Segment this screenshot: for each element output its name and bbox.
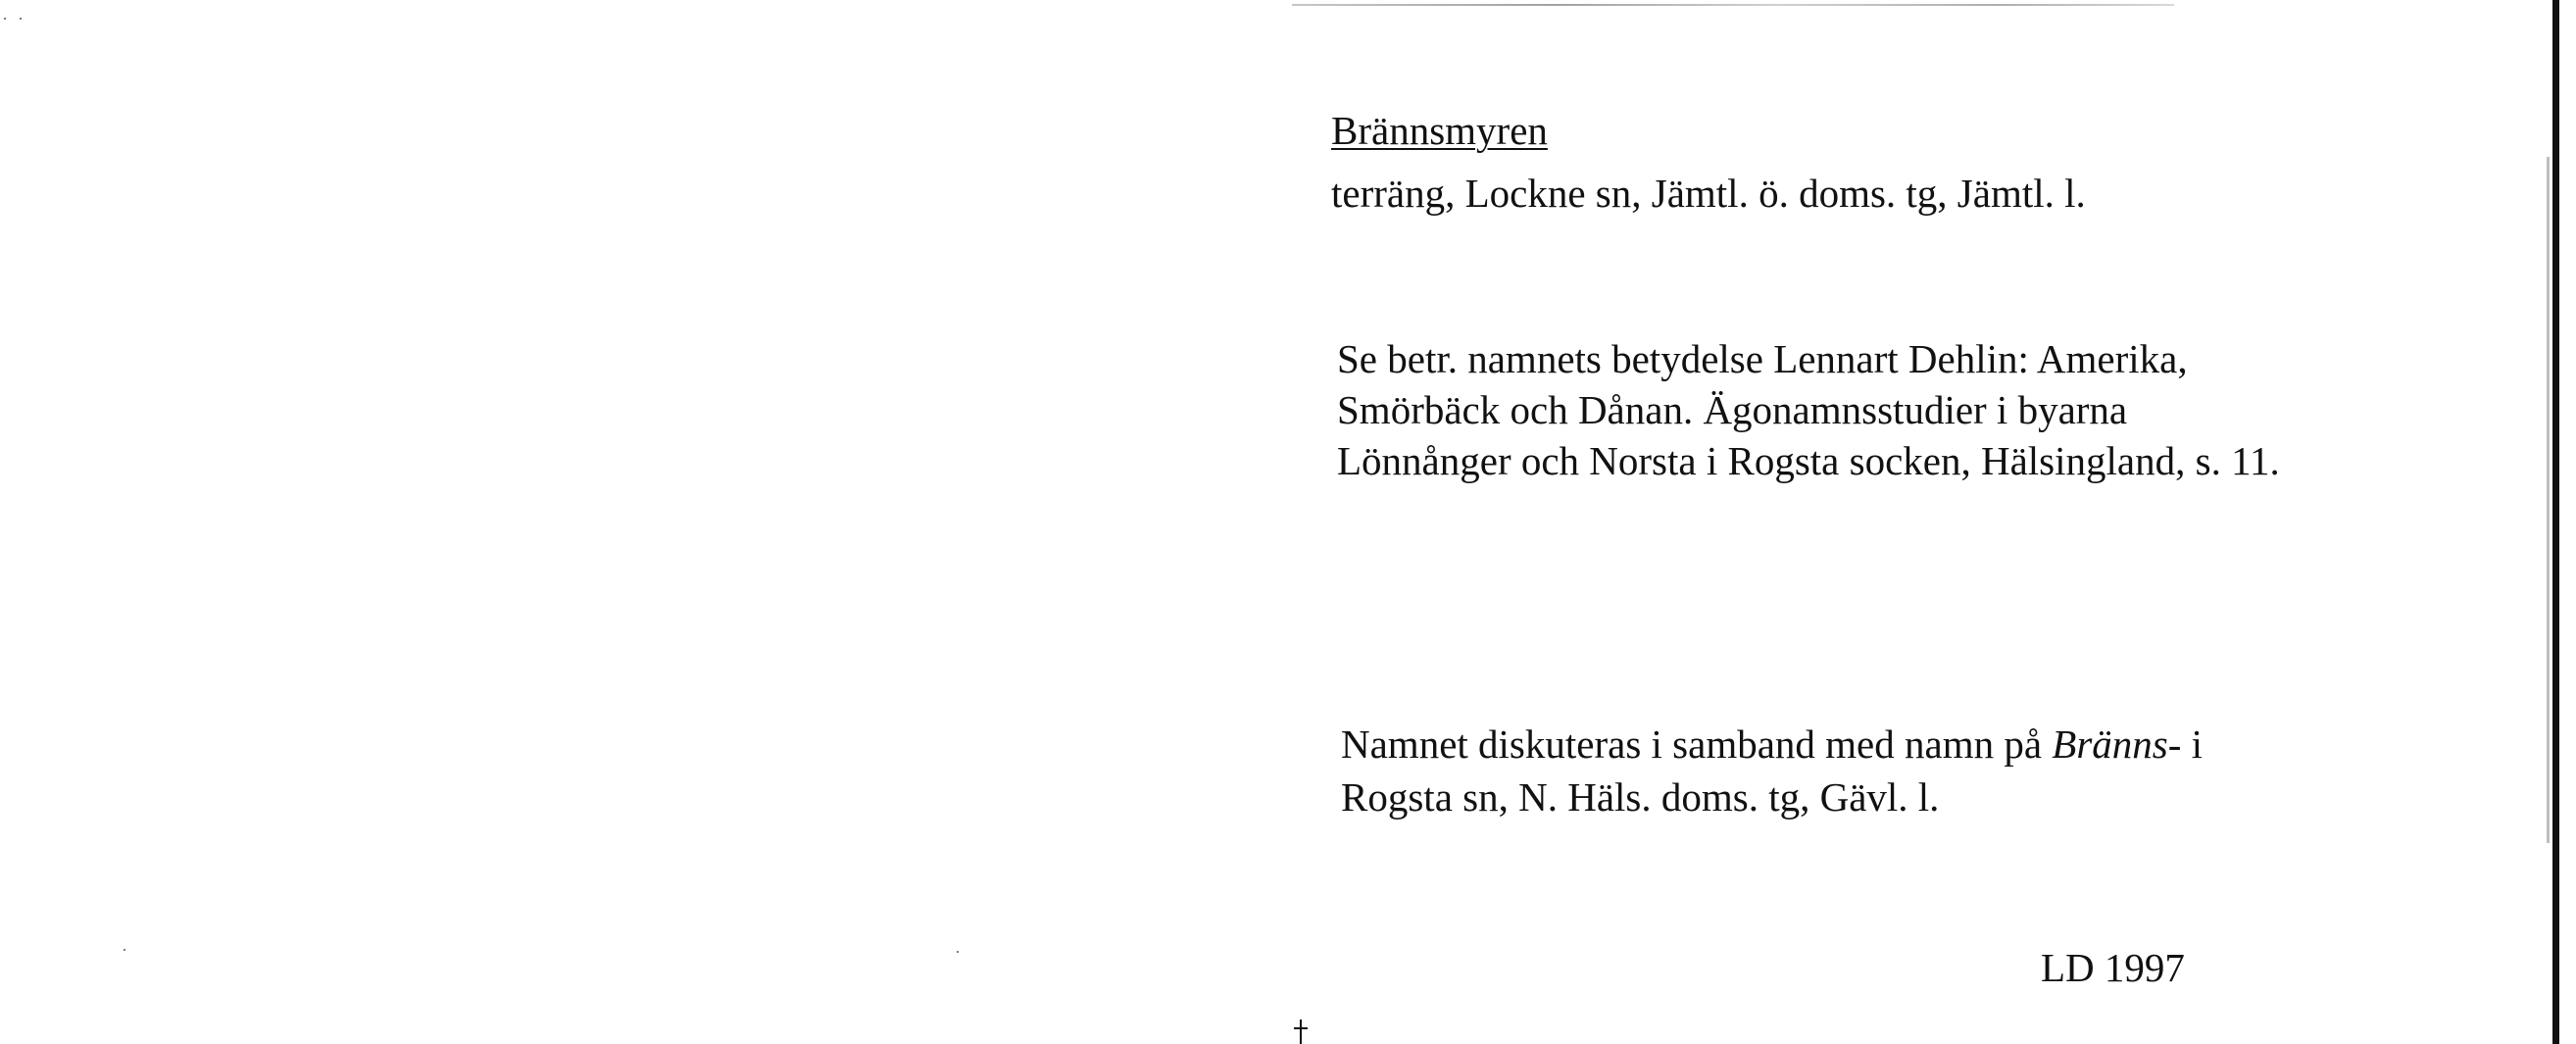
headword: Brännsmyren [1331, 108, 1548, 153]
reference-line-2: Smörbäck och Dånan. Ägonamnsstudier i byarna [1337, 387, 2128, 432]
discussion-line-1-prefix: Namnet diskuteras i samband med namn på [1341, 721, 2053, 767]
reference-paragraph [1337, 333, 2280, 486]
discussion-line-1-italic: Bränns- [2052, 721, 2182, 767]
scan-right-edge [2552, 0, 2559, 1044]
reference-line-1: Se betr. namnets betydelse Lennart Dehlin: Amerika, [1337, 336, 2188, 381]
scan-top-border [1292, 4, 2174, 6]
discussion-line-2: Rogsta sn, N. Häls. doms. tg, Gävl. l. [1341, 774, 1940, 820]
scan-speck [957, 951, 959, 953]
signature: LD 1997 [2041, 945, 2185, 990]
registration-mark [1294, 1019, 1308, 1044]
discussion-paragraph [1341, 718, 2203, 823]
scan-speck [20, 18, 22, 20]
reference-line-3: Lönnånger och Norsta i Rogsta socken, Hälsingland, s. 11. [1337, 438, 2280, 483]
scan-speck [124, 949, 125, 951]
discussion-line-1 [1341, 718, 2203, 771]
scan-right-shadow [2547, 157, 2550, 843]
location-line: terräng, Lockne sn, Jämtl. ö. doms. tg, Jämtl. l. [1331, 171, 2086, 216]
scan-speck [4, 18, 6, 20]
discussion-line-1-suffix: i [2181, 721, 2204, 767]
